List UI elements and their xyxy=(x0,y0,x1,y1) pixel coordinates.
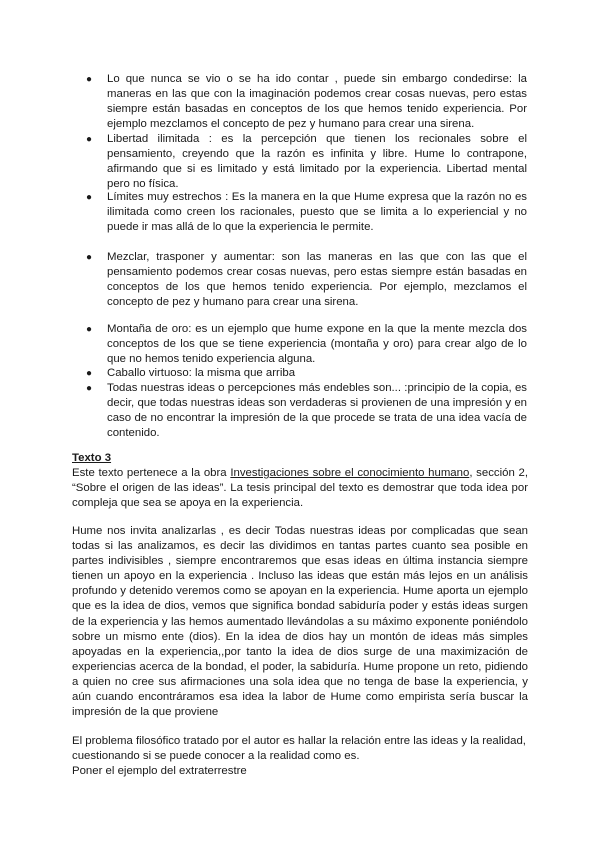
bullet-item: Mezclar, trasponer y aumentar: son las maneras en las que con las que el pensamiento podemos crear cosas nuevas, pero estas siempre están basadas en conceptos de los que hemos tenido experiencia. Por ejemplo, mezclamos el concepto de pez y humano para crear una sirena. xyxy=(107,251,527,309)
problem-paragraph: El problema filosófico tratado por el autor es hallar la relación entre las ideas y la realidad, cuestionando si se puede conocer a la realidad como es. xyxy=(72,735,526,763)
bullet-icon: ● xyxy=(86,192,93,203)
work-title: Investigaciones sobre el conocimiento humano xyxy=(230,467,470,479)
bullet-item: Todas nuestras ideas o percepciones más endebles son... :principio de la copia, es decir, que todas nuestras ideas son verdaderas si provienen de una impresión y en caso de no encontrar la impresión de la que procede se trata de una idea vacía de contenido. xyxy=(107,382,527,440)
section-heading: Texto 3 xyxy=(72,452,112,464)
bullet-item: Caballo virtuoso: la misma que arriba xyxy=(107,367,296,379)
bullet-icon: ● xyxy=(86,368,93,379)
bullet-icon: ● xyxy=(86,324,93,335)
bullet-item: Lo que nunca se vio o se ha ido contar , puede sin embargo condedirse: la maneras en las que con la imaginación podemos crear cosas nuevas, pero estas siempre están basadas en conceptos de los que hemos tenido experiencia. Por ejemplo mezclamos el concepto de pez y humano para crear una sirena. xyxy=(107,73,527,131)
bullet-item: Libertad ilimitada : es la percepción que tienen los recionales sobre el pensamiento, creyendo que la razón es infinita y libre. Hume lo contrapone, afirmando que si es limitado y está limitado por la experiencia. Libertad mental pero no física. xyxy=(107,133,527,191)
bullet-icon: ● xyxy=(86,134,93,145)
analysis-paragraph: Hume nos invita analizarlas , es decir Todas nuestras ideas por complicadas que sean todas si las analizamos, es decir las dividimos en tantas partes cuanto sea posible en partes indivisibles , siempre encontraremos que esas ideas en última instancia siempre tienen un apoyo en la experiencia . Incluso las ideas que están más lejos en un análisis profundo y detenido veremos como se apoyan en la experiencia. Hume aporta un ejemplo que es la idea de dios, vemos que significa bondad sabiduría poder y estás ideas surgen de la experiencia y las hemos aumentado llevándolas a su máximo exponente poniéndolo sobre un mismo ente (dios). En la idea de dios hay un montón de ideas más simples apoyadas en la experiencia,,por tanto la idea de dios surge de una maximización de experiencias acerca de la bondad, el poder, la sabiduría. Hume propone un reto, pidiendo a quien no cree sus afirmaciones una sola idea que no tenga de base la experiencia, y aún cuando encontráramos esa idea la labor de Hume como empirista sería buscar la impresión de la que proviene xyxy=(72,525,528,719)
note-paragraph: Poner el ejemplo del extraterrestre xyxy=(72,765,247,777)
bullet-item: Límites muy estrechos : Es la manera en la que Hume expresa que la razón no es ilimitada como creen los racionales, puesto que se limita a lo experiencial y no puede ir mas allá de lo que la experiencia le permite. xyxy=(107,191,527,234)
bullet-icon: ● xyxy=(86,383,93,394)
intro-text-continued: , sección 2, “Sobre el origen de las ideas”. La tesis principal del texto es demostrar que toda idea por compleja que sea se apoya en la experiencia. xyxy=(72,467,528,510)
intro-text: Este texto pertenece a la obra xyxy=(72,467,231,479)
bullet-icon: ● xyxy=(86,74,93,85)
intro-paragraph xyxy=(72,466,528,511)
bullet-icon: ● xyxy=(86,252,93,263)
bullet-item: Montaña de oro: es un ejemplo que hume expone en la que la mente mezcla dos conceptos de los que se tiene experiencia (montaña y oro) para crear algo de lo que no hemos tenido experiencia alguna. xyxy=(107,323,527,366)
